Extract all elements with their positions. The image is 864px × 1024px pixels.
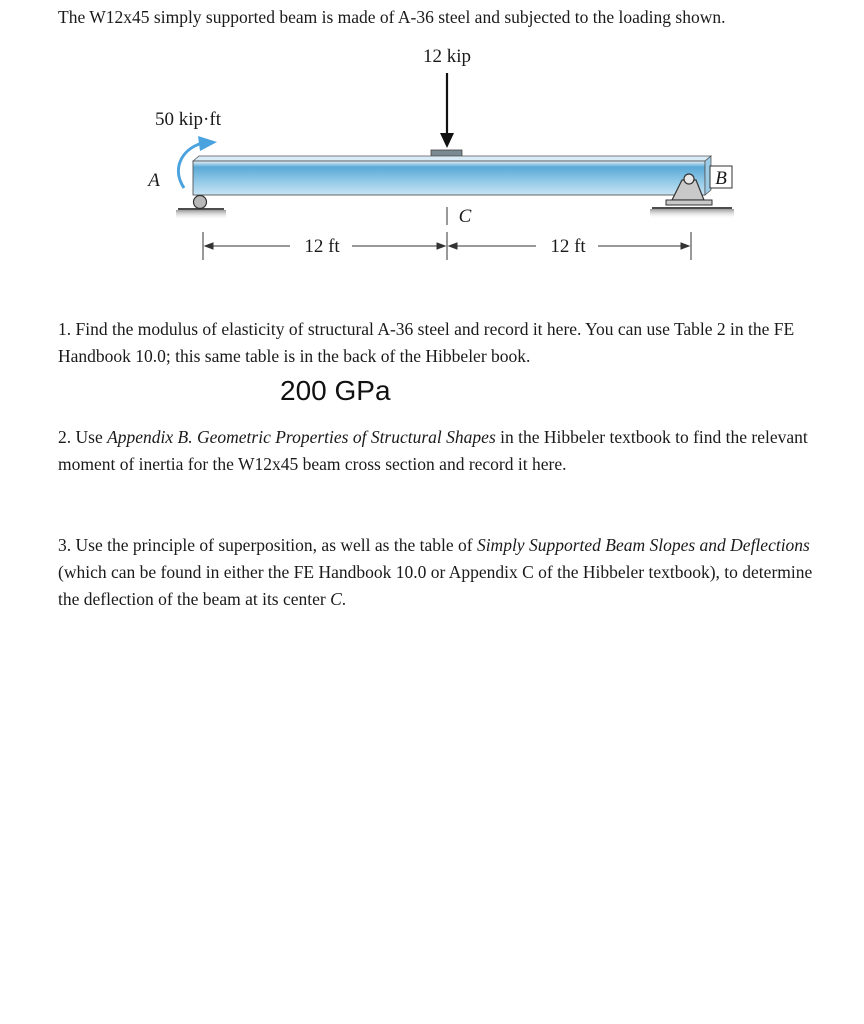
problem-statement: The W12x45 simply supported beam is made of A-36 steel and subjected to the loading shown.	[58, 7, 726, 27]
support-b-label: B	[715, 168, 727, 189]
span-left-label: 12 ft	[304, 236, 340, 257]
question-3-text-middle: (which can be found in either the FE Handbook 10.0 or Appendix C of the Hibbeler textbook), to determine the deflection of the beam at its center	[58, 562, 813, 609]
answer-1: 200 GPa	[280, 375, 391, 406]
question-2-text-after: in the Hibbeler textbook to find the relevant moment of inertia for the W12x45 beam cross section and record it here.	[58, 427, 808, 474]
question-3-text-before: Use the principle of superposition, as well as the table of	[75, 535, 477, 555]
question-2-number: 2.	[58, 427, 72, 447]
question-3-point-label: C	[330, 589, 342, 609]
question-1-number: 1.	[58, 319, 72, 339]
moment-label: 50 kip·ft	[155, 109, 221, 130]
span-right-label: 12 ft	[550, 236, 586, 257]
beam-diagram-svg	[0, 40, 864, 280]
point-load-label: 12 kip	[422, 46, 472, 67]
question-2-text-before: Use	[75, 427, 108, 447]
question-1	[58, 316, 818, 370]
question-3	[58, 532, 814, 613]
support-a-roller	[176, 196, 226, 221]
question-3-number: 3.	[58, 535, 72, 555]
question-3-reference: Simply Supported Beam Slopes and Deflections	[476, 535, 810, 555]
question-2-reference: Appendix B. Geometric Properties of Structural Shapes	[107, 427, 496, 447]
question-3-text-end: .	[341, 589, 347, 609]
support-a-label: A	[148, 170, 160, 191]
question-2	[58, 424, 818, 478]
midpoint-label: C	[458, 206, 472, 227]
beam-diagram	[0, 40, 864, 280]
question-1-text: Find the modulus of elasticity of structural A-36 steel and record it here. You can use Table 2 in the FE Handbook 10.0; this same table is in the back of the Hibbeler book.	[58, 319, 795, 366]
dimension-lines	[203, 232, 691, 260]
support-b-label-box	[710, 166, 732, 189]
point-load-arrow	[431, 73, 462, 156]
beam	[193, 156, 711, 195]
